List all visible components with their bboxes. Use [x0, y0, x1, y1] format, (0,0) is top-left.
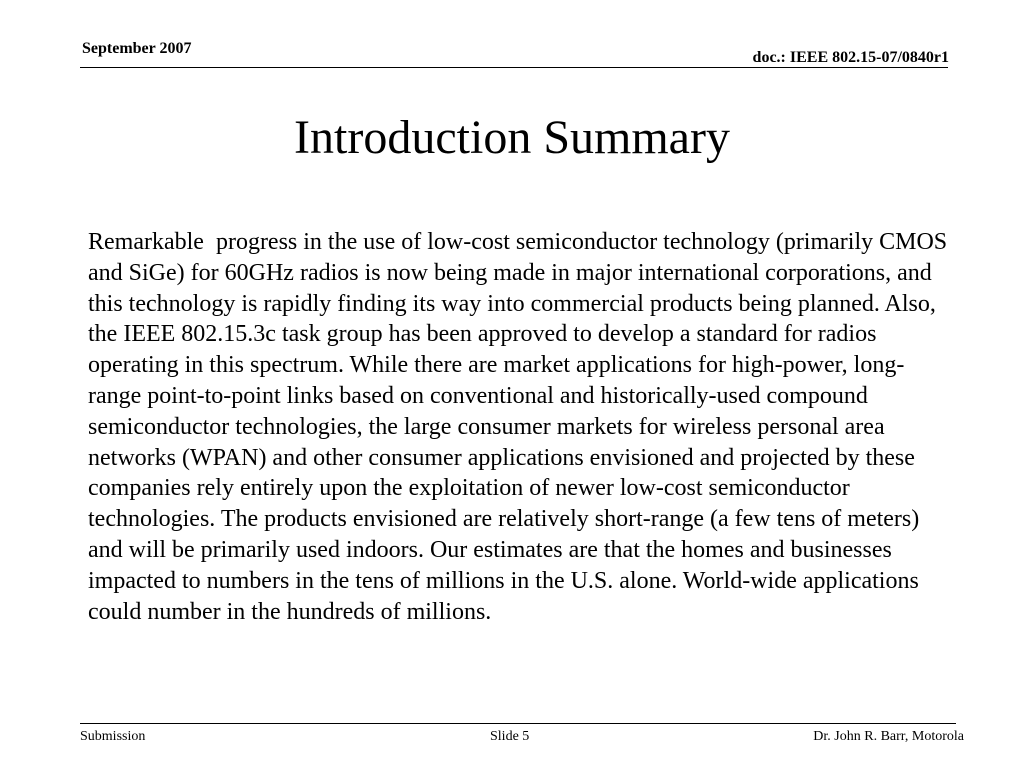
header-date: September 2007: [82, 40, 192, 57]
header-doc-id: doc.: IEEE 802.15-07/0840r1: [752, 49, 949, 66]
footer-slide-number: Slide 5: [490, 729, 530, 744]
footer-author: Dr. John R. Barr, Motorola: [813, 729, 964, 744]
header-divider: [80, 67, 948, 68]
slide-title: Introduction Summary: [294, 111, 730, 164]
footer-divider: [80, 723, 956, 724]
slide-body-text: Remarkable progress in the use of low-cost semiconductor technology (primarily CMOS and SiGe) for 60GHz radios is now being made in major international corporations, and this technology is rapidly finding its way into commercial products being planned. Also, the IEEE 802.15.3c task group has been approved to develop a standard for radios operating in this spectrum. While there are market applications for high-power, long-range point-to-point links based on conventional and historically-used compound semiconductor technologies, the large consumer markets for wireless personal area networks (WPAN) and other consumer applications envisioned and projected by these companies rely entirely upon the exploitation of newer low-cost semiconductor technologies. The products envisioned are relatively short-range (a few tens of meters) and will be primarily used indoors. Our estimates are that the homes and businesses impacted to numbers in the tens of millions in the U.S. alone. World-wide applications could number in the hundreds of millions.: [88, 229, 954, 625]
footer-submission: Submission: [80, 729, 146, 744]
